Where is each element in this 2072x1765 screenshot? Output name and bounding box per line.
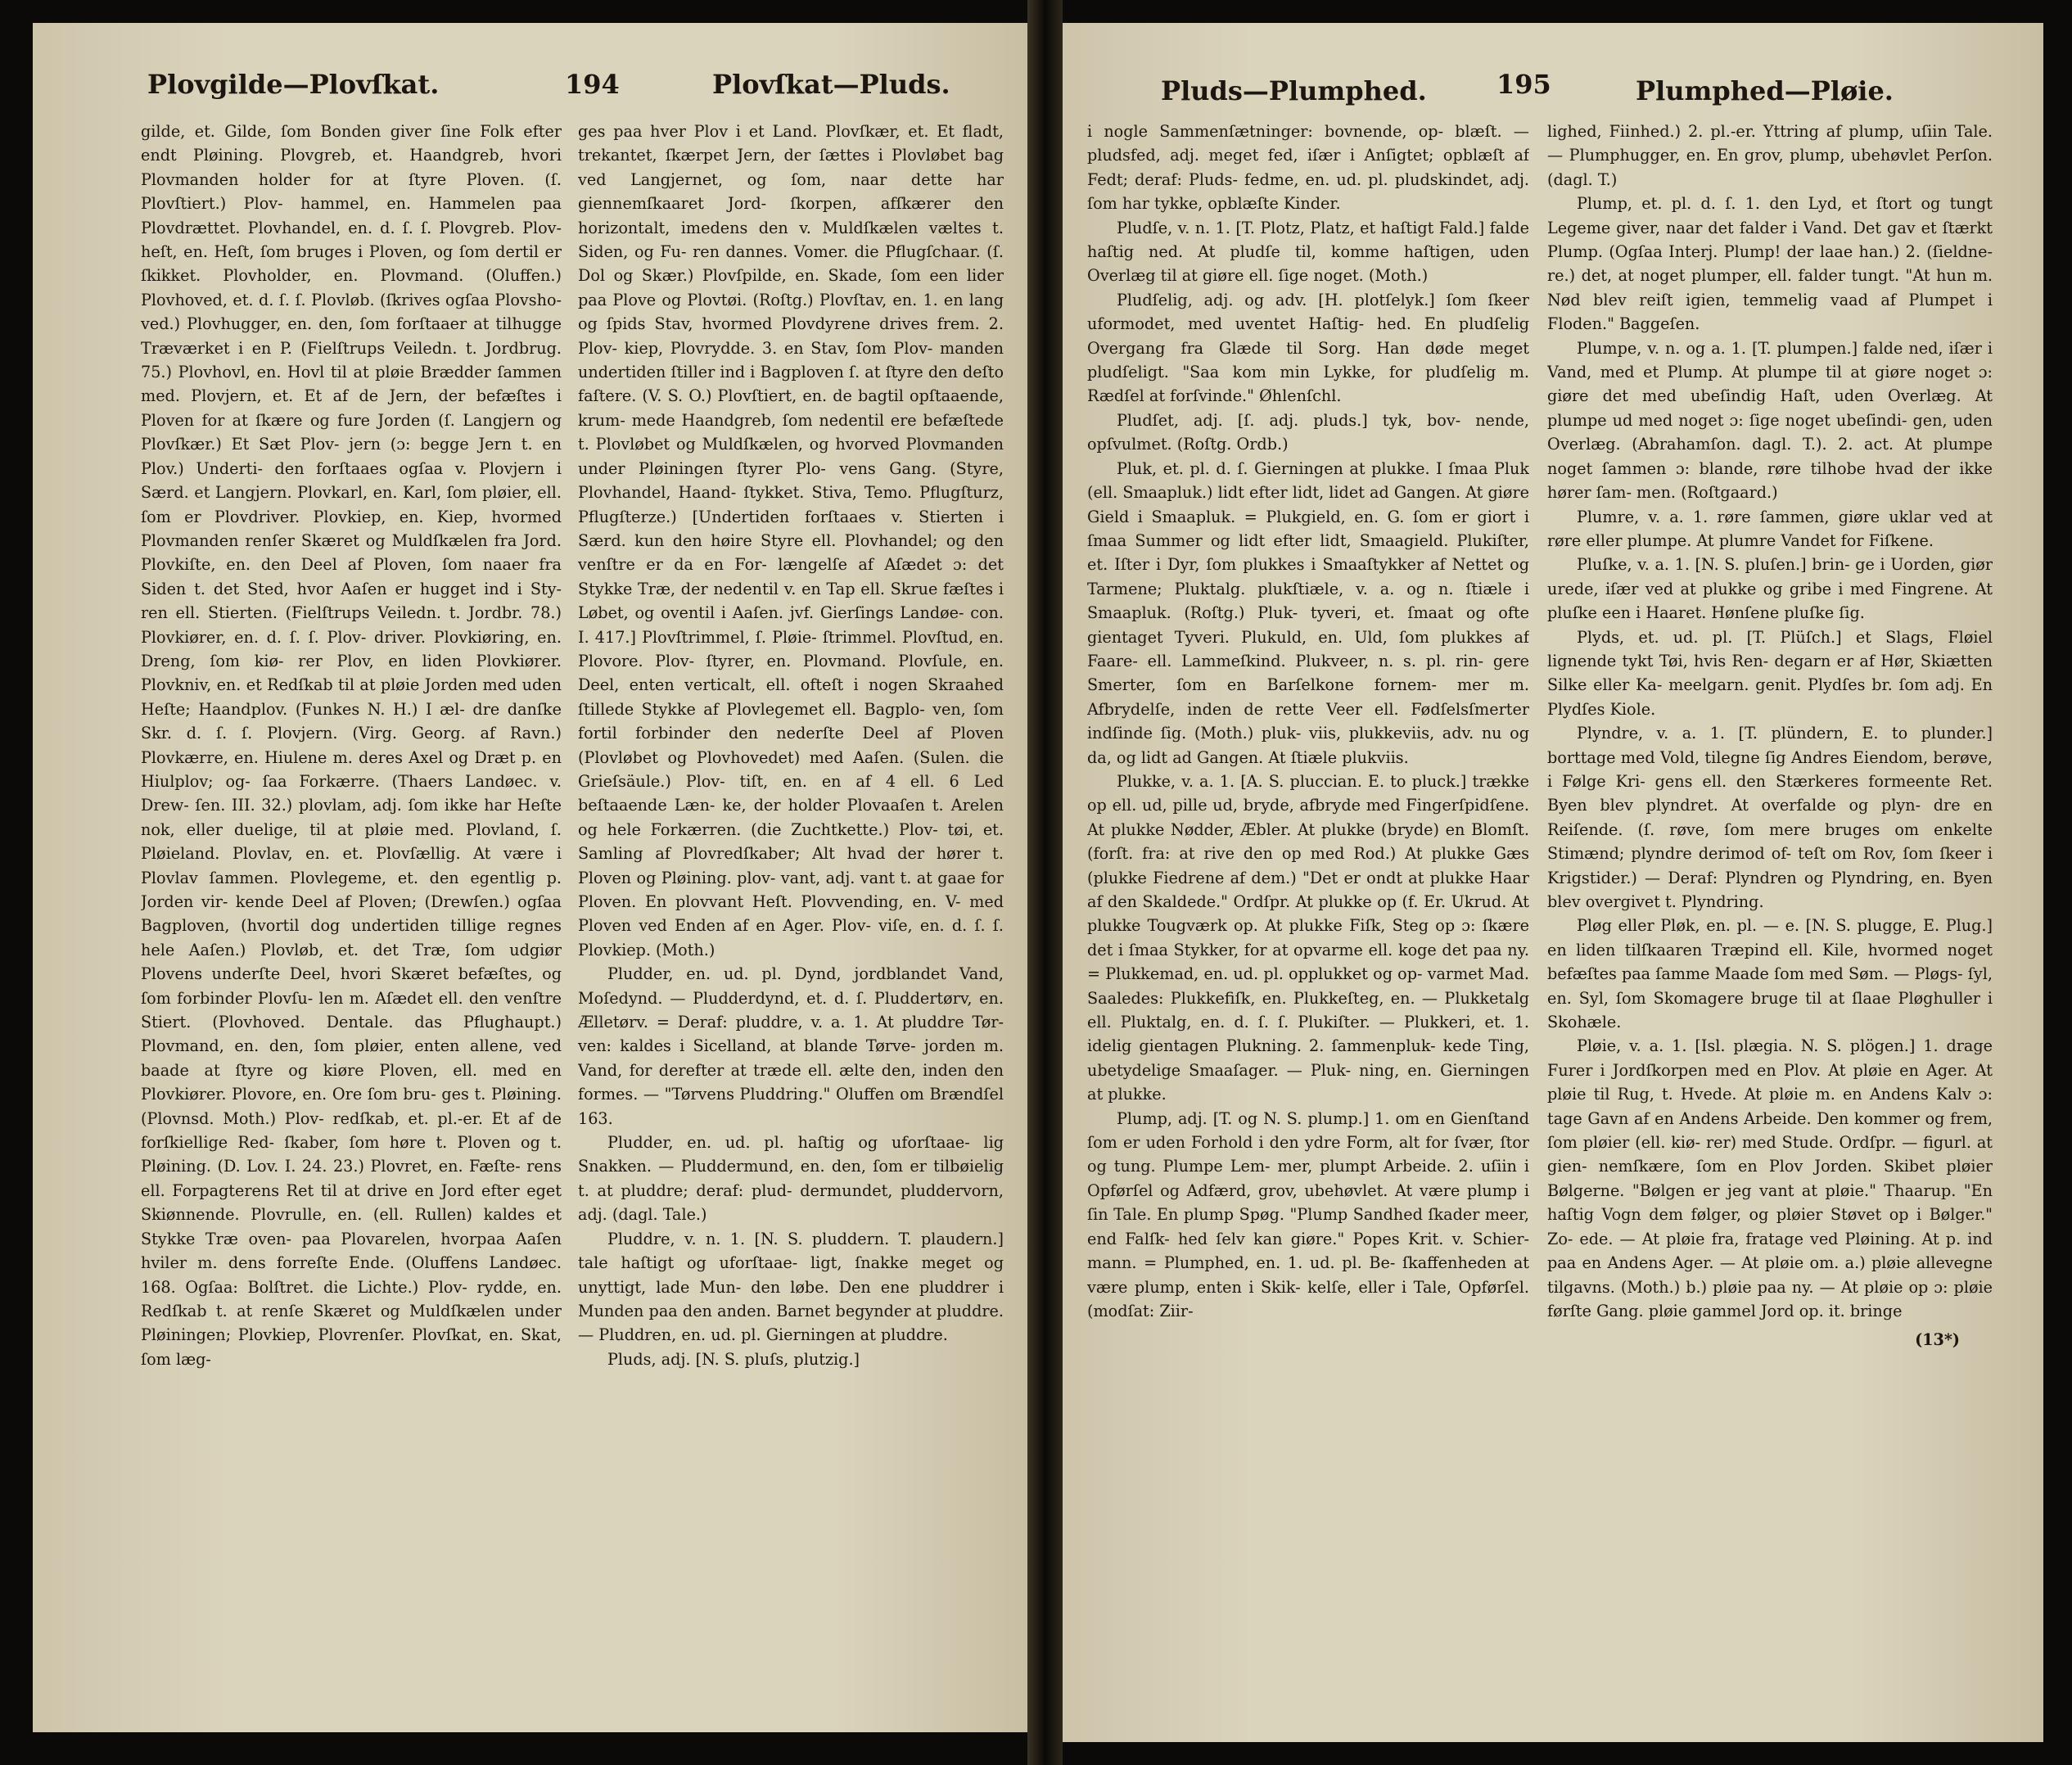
right-column-2 <box>1547 120 1993 1352</box>
running-head-right: Plovſkat—Pluds. <box>712 69 950 100</box>
signature-mark: (13*) <box>1915 1330 1960 1350</box>
paragraph: Pludſelig, adj. og adv. [H. plotſelyk.] ſom ſkeer uformodet, med uventet Haſtig- hed. En pludſelig Overgang fra Glæde til Sorg. Han døde meget pludſeligt. "Saa kom min Lykke, for pludſelig m. Rædſel at forſvinde." Øhlenſchl. <box>1087 290 1529 406</box>
left-column-2 <box>578 120 1004 1371</box>
paragraph: Pløg eller Pløk, en. pl. — e. [N. S. plugge, E. Plug.] en liden tilſkaaren Træpind ell. Kile, hvormed noget befæſtes paa ſamme Maade ſom med Søm. — Pløgs- ſyl, en. Syl, ſom Skomagere bruge til at ſlaae Pløghuller i Skohæle. <box>1547 916 1993 1032</box>
running-head-left: Plovgilde—Plovſkat. <box>147 69 440 100</box>
right-column-1 <box>1087 120 1529 1323</box>
left-column-1 <box>141 120 562 1371</box>
paragraph: Pløie, v. a. 1. [Isl. plægia. N. S. plögen.] 1. drage Furer i Jordſkorpen med en Plov. At pløie en Ager. At pløie til Rug, t. Hvede. At pløie m. en Andens Kalv ɔ: tage Gavn af en Andens Arbeide. Den kommer og frem, ſom pløier (ell. kiø- rer) med Stude. Ordſpr. — figurl. at gien- nemſkære, ſom en Plov Jorden. Skibet pløier Bølgerne. "Bølgen er jeg vant at pløie." Thaarup. "En haſtig Vogn dem følger, og pløier Støvet op i Bølger." Zo- ede. — At pløie fra, fratage ved Pløining. At p. ind paa en Andens Ager. — At pløie om. a.) pløie allevegne tilgavns. (Moth.) b.) pløie paa ny. — At pløie op ɔ: pløie førſte Gang. pløie gammel Jord op. it. bringe <box>1547 1036 1993 1320</box>
book-gutter <box>1027 0 1063 1765</box>
paragraph: gilde, et. Gilde, ſom Bonden giver ſine Folk efter endt Pløining. Plovgreb, et. Haandgreb, hvori Plovmanden holder for at ſtyre Ploven. (ſ. Plovſtiert.) Plov- hammel, en. Hammelen paa Plovdrættet. Plovhandel, en. d. ſ. ſ. Plovgreb. Plov- heſt, en. Heſt, ſom bruges i Ploven, og ſom dertil er ſkikket. Plovholder, en. Plovmand. (Oluffen.) Plovhoved, et. d. ſ. ſ. Plovløb. (ſkrives ogſaa Plovsho- ved.) Plovhugger, en. den, ſom forſtaaer at tilhugge Træværket i en P. (Fielſtrups Veiledn. t. Jordbrug. 75.) Plovhovl, en. Hovl til at pløie Brædder ſammen med. Plovjern, et. Et af de Jern, der befæſtes i Ploven for at ſkære og fure Jorden (ſ. Langjern og Plovſkær.) Et Sæt Plov- jern (ɔ: begge Jern t. en Plov.) Underti- den forſtaaes ogſaa v. Plovjern i Særd. et Langjern. Plovkarl, en. Karl, ſom pløier, ell. ſom er Plovdriver. Plovkiep, en. Kiep, hvormed Plovmanden renſer Skæret og Muldſkælen fra Jord. Plovkiſte, en. den Deel af Ploven, ſom naaer fra Siden t. det Sted, hvor Aaſen er hugget ind i Sty- ren ell. Stierten. (Fielſtrups Veiledn. t. Jordbr. 78.) Plovkiører, en. d. ſ. ſ. Plov- driver. Plovkiøring, en. Dreng, ſom kiø- rer Plov, en liden Plovkiører. Plovkniv, en. et Redſkab til at pløie Jorden med uden Heſte; Haandplov. (Funkes N. H.) I æl- dre danſke Skr. d. ſ. ſ. Plovjern. (Virg. Georg. af Ravn.) Plovkærre, en. Hiulene m. deres Axel og Dræt p. en Hiulplov; og- ſaa Forkærre. (Thaers Landøec. v. Drew- ſen. III. 32.) plovlam, adj. ſom ikke har Heſte nok, eller duelige, til at pløie med. Plovland, ſ. Pløieland. Plovlav, en. et. Plovſællig. At være i Plovlav ſammen. Plovlegeme, et. den egentlig p. Jorden vir- kende Deel af Ploven; (Drewſen.) ogſaa Bagploven, (hvortil dog undertiden tillige regnes hele Aaſen.) Plovløb, et. det Træ, ſom udgiør Plovens underſte Deel, hvori Skæret befæſtes, og ſom forbinder Plovſu- len m. Aſædet ell. den venſtre Stiert. (Plovhoved. Dentale. das Pflughaupt.) Plovmand, en. den, ſom pløier, enten allene, ved baade at ſtyre og kiøre Ploven, ell. med en Plovkiører. Plovore, en. Ore ſom bru- ges t. Pløining. (Plovnsd. Moth.) Plov- redſkab, et. pl.-er. Et af de forſkiellige Red- ſkaber, ſom høre t. Ploven og t. Pløining. (D. Lov. I. 24. 23.) Plovret, en. Fæſte- rens ell. Forpagterens Ret til at drive en Jord efter eget Skiønnende. Plovrulle, en. (ell. Rullen) kaldes et Stykke Træ oven- paa Plovarelen, hvorpaa Aaſen hviler m. dens forreſte Ende. (Oluffens Landøec. 168. Ogſaa: Bolſtret. die Lichte.) Plov- rydde, en. Redſkab t. at renſe Skæret og Muldſkælen under Pløiningen; Plovkiep, Plovrenſer. Plovſkat, en. Skat, ſom læg- <box>141 122 562 1369</box>
paragraph: Plump, et. pl. d. ſ. 1. den Lyd, et ſtort og tungt Legeme giver, naar det falder i Vand. Det gav et ſtærkt Plump. (Ogſaa Interj. Plump! der laae han.) 2. (ſieldne- re.) det, at noget plumper, ell. falder tungt. "At hun m. Nød blev reiſt igien, temmelig vaad af Plumpet i Floden." Baggeſen. <box>1547 194 1993 334</box>
running-head-left: Pluds—Plumphed. <box>1161 75 1427 106</box>
paragraph: Plyndre, v. a. 1. [T. plündern, E. to plunder.] borttage med Vold, tilegne ſig Andres Eiendom, berøve, i Følge Kri- gens ell. den Stærkeres formeente Ret. Byen blev plyndret. At overfalde og plyn- dre en Reiſende. (ſ. røve, ſom mere bruges om enkelte Stimænd; plyndre derimod of- teſt om Rov, ſom ſkeer i Krigstider.) — Deraf: Plyndren og Plyndring, en. Byen blev overgivet t. Plyndring. <box>1547 724 1993 911</box>
paragraph: Pluk, et. pl. d. ſ. Gierningen at plukke. I ſmaa Pluk (ell. Smaapluk.) lidt efter lidt, lidet ad Gangen. At giøre Gield i Smaapluk. = Plukgield, en. G. ſom er giort i ſmaa Summer og lidt efter lidt, Smaagield. Plukiſter, et. Iſter i Dyr, ſom plukkes i Smaaſtykker af Nettet og Tarmene; Pluktalg. plukſtiæle, v. a. og n. ſtiæle i Smaapluk. (Roſtg.) Pluk- tyveri, et. ſmaat og ofte gientaget Tyveri. Plukuld, en. Uld, ſom plukkes af Faare- ell. Lammeſkind. Plukveer, n. s. pl. rin- gere Smerter, ſom en Barſelkone fornem- mer m. Afbrydelſe, inden de rette Veer ell. Fødſelsſmerter indſinde ſig. (Moth.) pluk- viis, plukkeviis, adv. nu og da, og lidt ad Gangen. At ſtiæle plukviis. <box>1087 458 1529 767</box>
paragraph: Plyds, et. ud. pl. [T. Plüſch.] et Slags, Fløiel lignende tykt Tøi, hvis Ren- degarn er af Hør, Skiætten Silke eller Ka- meelgarn. genit. Plydſes br. ſom adj. En Plydſes Kiole. <box>1547 627 1993 719</box>
paragraph: ges paa hver Plov i et Land. Plovſkær, et. Et fladt, trekantet, ſkærpet Jern, der ſættes i Plovløbet bag ved Langjernet, og ſom, naar dette har giennemſkaaret Jord- ſkorpen, afſkærer den horizontalt, imedens den v. Muldſkælen væltes t. Siden, og Fu- ren dannes. Vomer. die Pflugſchaar. (ſ. Dol og Skær.) Plovſpilde, en. Skade, ſom een lider paa Plove og Plovtøi. (Roſtg.) Plovſtav, en. 1. en lang og ſpids Stav, hvormed Plovdyrene drives frem. 2. Plov- kiep, Plovrydde. 3. en Stav, ſom Plov- manden undertiden ſtiller ind i Bagploven ſ. at ſtyre den deſto faſtere. (V. S. O.) Plovſtiert, en. de bagtil opſtaaende, krum- mede Haandgreb, ſom nedentil ere befæſtede t. Plovløbet og Muldſkælen, og hvorved Plovmanden under Pløiningen ſtyrer Plo- vens Gang. (Styre, Plovhandel, Haand- ſtykket. Stiva, Temo. Pflugſturz, Pflugſterze.) [Undertiden forſtaaes v. Stierten i Særd. kun den høire Styre ell. Plovhandel; og den venſtre er da en For- længelſe af Aſædet ɔ: det Stykke Træ, der nedentil v. en Tap ell. Skrue fæſtes i Løbet, og oventil i Aaſen. jvf. Gierſings Landøe- con. I. 417.] Plovſtrimmel, ſ. Pløie- ſtrimmel. Plovſtud, en. Plovore. Plov- ſtyrer, en. Plovmand. Plovſule, en. Deel, enten verticalt, ell. ofteſt i nogen Skraahed ſtillede Stykke af Plovlegemet ell. Bagplo- ven, ſom fortil forbinder den nederſte Deel af Ploven (Plovløbet og Plovhovedet) med Aaſen. (Sulen. die Grieſsäule.) Plov- tiſt, en. en af 4 ell. 6 Led beſtaaende Læn- ke, der holder Plovaaſen t. Arelen og hele Forkærren. (die Zuchtkette.) Plov- tøi, et. Samling af Plovredſkaber; Alt hvad der hører t. Ploven og Pløining. plov- vant, adj. vant t. at gaae for Ploven. En plovvant Heſt. Plovvending, en. V- med Ploven ved Enden af en Ager. Plov- viſe, en. d. ſ. ſ. Plovkiep. (Moth.) <box>578 122 1004 959</box>
right-page-header <box>1063 61 2043 118</box>
page-number: 194 <box>565 69 620 100</box>
paragraph: Plumpe, v. n. og a. 1. [T. plumpen.] falde ned, iſær i Vand, med et Plump. At plumpe til at giøre noget ɔ: giøre det med ubeſindig Haſt, uden Overlæg. At plumpe ud med noget ɔ: ſige noget ubeſindi- gen, uden Overlæg. (Abrahamſon. dagl. T.). 2. act. At plumpe noget ſammen ɔ: blande, røre tilhobe hvad der ikke hører ſam- men. (Roſtgaard.) <box>1547 338 1993 503</box>
paragraph: Pludſet, adj. [ſ. adj. pluds.] tyk, bov- nende, opſvulmet. (Roſtg. Ordb.) <box>1087 410 1529 454</box>
paragraph: Pludder, en. ud. pl. Dynd, jordblandet Vand, Moſedynd. — Pludderdynd, et. d. ſ. Pluddertørv, en. Ælletørv. = Deraf: pluddre, v. a. 1. At pluddre Tør- ven: kaldes i Sicelland, at blande Tørve- jorden m. Vand, for derefter at træde ell. ælte den, inden den formes. — "Tørvens Pluddring." Oluffen om Brændſel 163. <box>578 964 1004 1128</box>
right-page <box>1063 23 2043 1742</box>
paragraph: Pluſke, v. a. 1. [N. S. pluſen.] brin- ge i Uorden, giør urede, iſær ved at plukke og gribe i med Fingrene. At pluſke een i Haaret. Hønſene pluſke ſig. <box>1547 555 1993 623</box>
paragraph: Plump, adj. [T. og N. S. plump.] 1. om en Gienſtand ſom er uden Forhold i den ydre Form, alt for ſvær, ſtor og tung. Plumpe Lem- mer, plumpt Arbeide. 2. uſiin i Opførſel og Adfærd, grov, ubehøvlet. At være plump i ſin Tale. En plump Spøg. "Plump Sandhed ſkader meer, end Falſk- hed ſelv kan giøre." Popes Krit. v. Schier- mann. = Plumphed, en. 1. ud. pl. Be- ſkaffenheden at være plump, enten i Skik- kelſe, eller i Tale, Opførſel. (modſat: Ziir- <box>1087 1108 1529 1320</box>
paragraph: Pluddre, v. n. 1. [N. S. pluddern. T. plaudern.] tale haſtigt og uforſtaae- ligt, ſnakke meget og unyttigt, lade Mun- den løbe. Den ene pluddrer i Munden paa den anden. Barnet begynder at pluddre. — Pluddren, en. ud. pl. Gierningen at pluddre. <box>578 1229 1004 1345</box>
paragraph: Pludder, en. ud. pl. haſtig og uforſtaae- lig Snakken. — Pluddermund, en. den, ſom er tilbøielig t. at pluddre; deraf: plud- dermundet, pluddervorn, adj. (dagl. Tale.) <box>578 1133 1004 1225</box>
left-page-header <box>33 61 1027 118</box>
paragraph: lighed, Fiinhed.) 2. pl.-er. Yttring af plump, uſiin Tale. — Plumphugger, en. En grov, plump, ubehøvlet Perſon. (dagl. T.) <box>1547 122 1993 189</box>
paragraph: Plukke, v. a. 1. [A. S. pluccian. E. to pluck.] trække op ell. ud, pille ud, bryde, afbryde med Fingerſpidſene. At plukke Nødder, Æbler. At plukke (bryde) en Blomſt. (forſt. fra: at rive den op med Rod.) At plukke Gæs (plukke Fiedrene af dem.) "Det er ondt at plukke Haar af den Skaldede." Ordſpr. At plukke op (f. Er. Ukrud. At plukke Tougværk op. At plukke Fiſk, Steg op ɔ: ſkære det i ſmaa Stykker, for at opvarme ell. koge det paa ny. = Plukkemad, en. ud. pl. opplukket og op- varmet Mad. Saaledes: Plukkefiſk, en. Plukkeſteg, en. — Plukketalg ell. Pluktalg, en. d. ſ. ſ. Plukiſter. — Plukkeri, et. 1. idelig gientagen Plukning. 2. ſammenpluk- kede Ting, ubetydelige Smaaſager. — Pluk- ning, en. Gierningen at plukke. <box>1087 771 1529 1104</box>
left-page <box>33 23 1027 1732</box>
paragraph: Pluds, adj. [N. S. pluſs, plutzig.] <box>607 1349 860 1369</box>
running-head-right: Plumphed—Pløie. <box>1636 75 1894 106</box>
paragraph: i nogle Sammenſætninger: bovnende, op- blæſt. — pludsfed, adj. meget fed, iſær i Anſigtet; opblæſt af Fedt; deraf: Pluds- fedme, en. ud. pl. pludskindet, adj. ſom har tykke, opblæſte Kinder. <box>1087 122 1529 214</box>
page-number: 195 <box>1496 69 1551 100</box>
paragraph: Plumre, v. a. 1. røre ſammen, giøre uklar ved at røre eller plumpe. At plumre Vandet for Fiſkene. <box>1547 507 1993 550</box>
paragraph: Pludſe, v. n. 1. [T. Plotz, Platz, et haſtigt Fald.] falde haſtig ned. At pludſe til, komme haſtigen, uden Overlæg til at giøre ell. ſige noget. (Moth.) <box>1087 218 1529 286</box>
